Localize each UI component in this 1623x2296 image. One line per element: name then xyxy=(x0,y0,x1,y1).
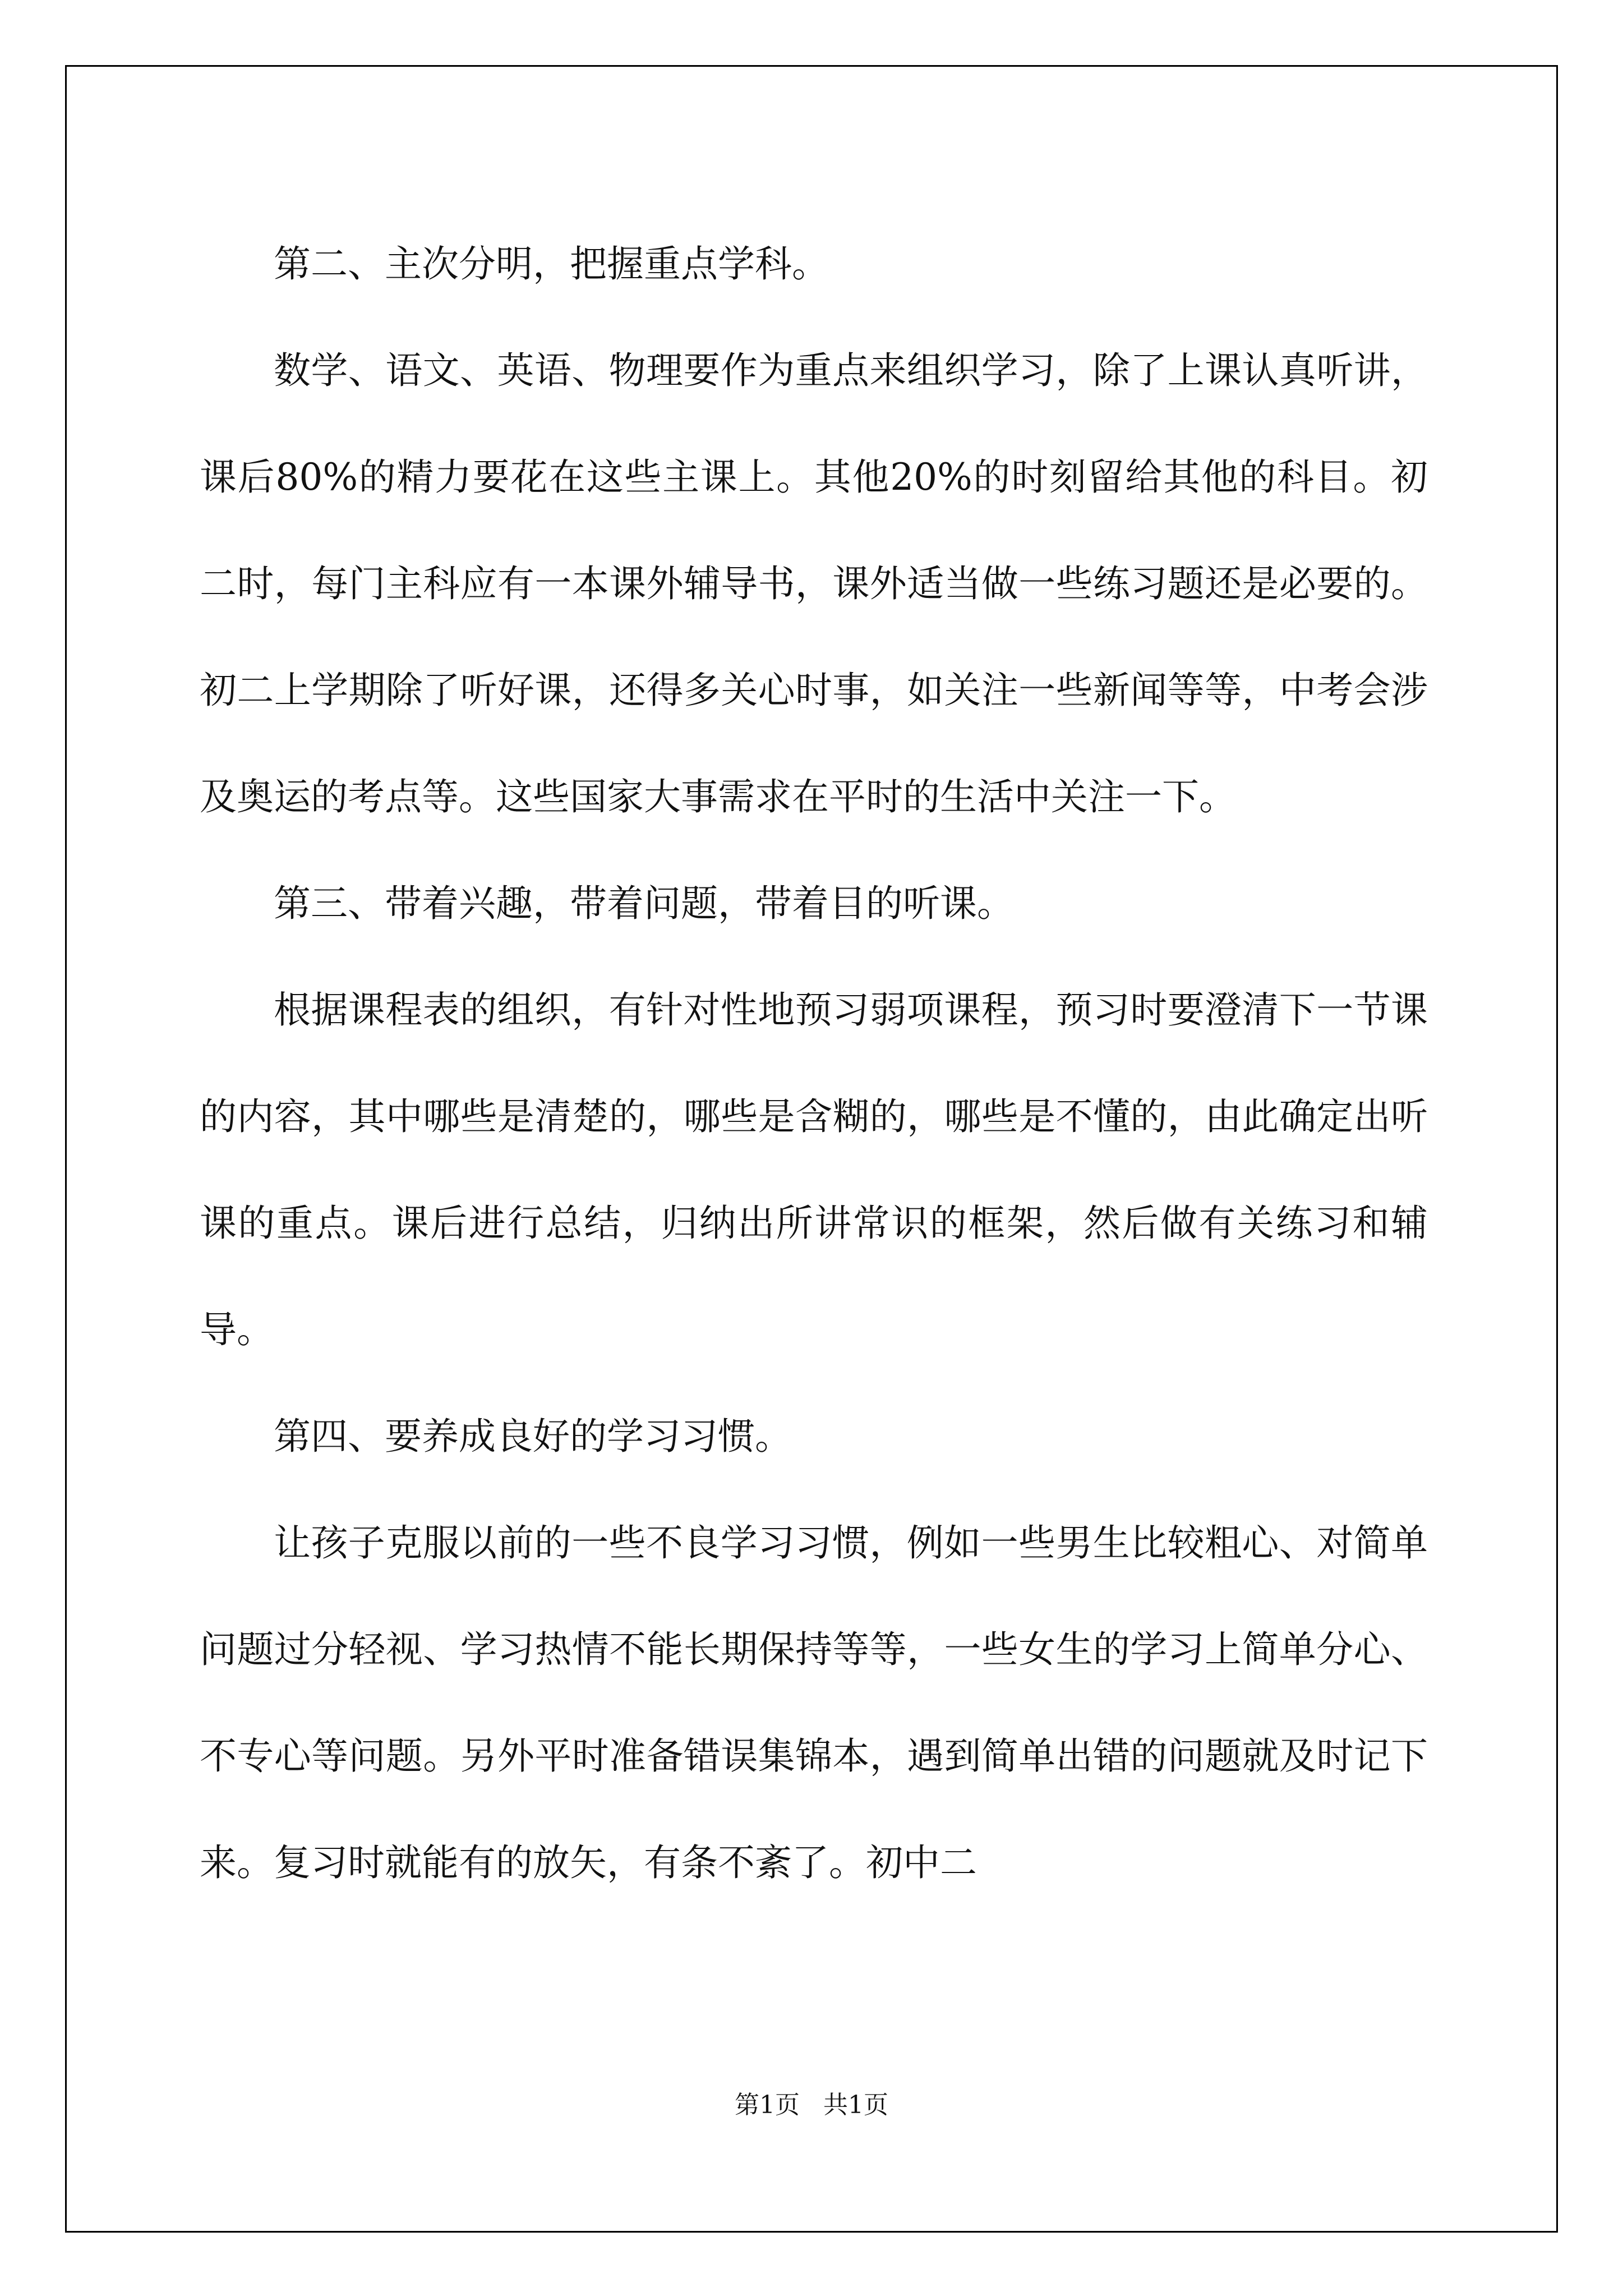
paragraph-key-subjects: 数学、语文、英语、物理要作为重点来组织学习，除了上课认真听讲，课后80%的精力要花在这些主课上。其他20%的时刻留给其他的科目。初二时，每门主科应有一本课外辅导书，课外适当做一些练习题还是必要的。初二上学期除了听好课，还得多关心时事，如关注一些新闻等等，中考会涉及奥运的考点等。这些国家大事需求在平时的生活中关注一下。 xyxy=(200,349,1428,818)
paragraph-lecture-prep: 根据课程表的组织，有针对性地预习弱项课程，预习时要澄清下一节课的内容，其中哪些是清楚的，哪些是含糊的，哪些是不懂的，由此确定出听课的重点。课后进行总结，归纳出所讲常识的框架，然后做有关练习和辅导。 xyxy=(200,988,1428,1351)
paragraph-heading-2: 第二、主次分明，把握重点学科。 xyxy=(274,242,829,286)
paragraph-heading-4: 第四、要养成良好的学习习惯。 xyxy=(274,1415,792,1458)
paragraph-study-habits: 让孩子克服以前的一些不良学习习惯，例如一些男生比较粗心、对简单问题过分轻视、学习热情不能长期保持等等，一些女生的学习上简单分心、不专心等问题。另外平时准备错误集锦本，遇到简单出错的问题就及时记下来。复习时就能有的放矢，有条不紊了。初中二 xyxy=(200,1521,1428,1884)
page-footer: 第1页 共1页 xyxy=(735,2091,888,2119)
paragraph-heading-3: 第三、带着兴趣，带着问题，带着目的听课。 xyxy=(274,882,1014,925)
document-body xyxy=(200,211,1428,1916)
